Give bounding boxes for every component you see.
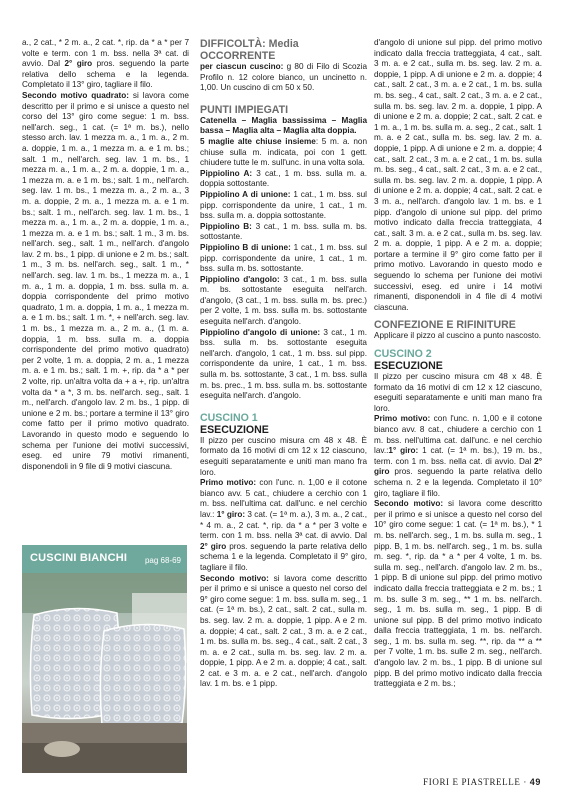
cushion-1-continuation: d'angolo di unione sul pipp. del primo motivo indicato dalla freccia tratteggiata, 4 cat., salt. 3 m. a. e 2 cat., sulla m. bs. seg. lav. 2 m. a. doppie, 1 pipp. A di unione e 2 m. a. doppie; 4 cat., salt. 2 cat., 3 m. a. e 2 cat., 1 m. bs. sulla m. bs. seg., 4 cat., salt. 2 cat., 3 m. a. e 2 cat., sulla m. bs. seg. lav. 2 m. a. doppie, 1 pipp. A di unione e 2 m. a. doppie; 2 cat., salt. 2 cat. e 1 m. a., 1 m. bs. sulla m. a. seg., 2 cat., salt. 1 m. a. e 2 cat., sulla m. bs. seg. lav. 2 m. a. doppie, 1 pipp. A di unione e 2 m. a. doppie; 4 cat., salt. 2 cat., 3 m. a. e 2 cat., 1 m. bs. sulla m. bs. seg., 4 cat., salt. 2 cat., 3 m. a. e 2 cat., sulla m. bs. seg. lav. 2 m. a. doppie, 1 pipp. A di unione e 2 m. a. doppie; 4 cat., salt. 2 cat. e 3 m. a., nell'arch. d'angolo lav. 1 m. bs. e 1 pipp. d'angolo di unione sul pipp. del primo motivo indicato dalla freccia tratteggiata, 4 cat., salt. 3 m. a. e 2 cat., sulla m. bs. seg. lav. 2 m. a. doppie, 1 pipp. A e 2 m. a. doppie; portare a termine il 9° giro come fatto per il primo motivo. Lavorando in questo modo e seguendo lo schema per l'unione dei motivi successivi, eseg. ed unire i 14 motivi rimanenti, disponendoli in 4 file di 4 motivi ciascuna.	[374, 38, 542, 312]
stitches-list: Catenella – Maglia bassissima – Maglia bassa – Maglia alta – Maglia alta doppia.	[200, 115, 367, 136]
stitch-5-maglie: 5 maglie alte chiuse insieme: 5 m. a. non chiuse sulla m. indicata, poi con 1 gett. chiudere tutte le m. sull'unc. in una volta sola.	[200, 136, 367, 168]
stitches-title: PUNTI IMPIEGATI	[200, 103, 289, 116]
difficulty-title: DIFFICOLTÀ: Media	[200, 38, 299, 50]
column-2	[200, 38, 367, 690]
magazine-name: FIORI E PIASTRELLE	[423, 777, 521, 787]
right-cushion	[100, 624, 185, 728]
materials-title: OCCORRENTE	[200, 50, 276, 62]
execution-1-title: ESECUZIONE	[200, 423, 269, 436]
execution-2-title: ESECUZIONE	[374, 360, 443, 373]
column-3	[374, 38, 542, 690]
stitch-pippiolino-angolo-unione: Pippiolino d'angolo di unione: 3 cat., 1 m. bss. sulla m. bs. sottostante eseguita nell'arch. d'angolo, 1 cat., 1 m. bss. sul pipp. corrispondente da unire, 1 cat., 1 m. bss. sulla m. bs. sottostante, 3 cat., 1 m. bss. sulla m. bs. prec., 1 m. bss. sulla m. bs. sottostante eseguita nell'arch. d'angolo.	[200, 327, 367, 401]
stitch-pippiolino-angolo: Pippiolino d'angolo: 3 cat., 1 m. bss. sulla m. bs. sottostante eseguita nell'arch. d'angolo, (3 cat., 1 m. bss. sulla m. bs. prec.) per 2 volte, 1 m. bss. sulla m. bs. sottostante eseguita nell'arch. d'angolo.	[200, 274, 367, 327]
section-title: CUSCINI BIANCHI	[30, 552, 128, 564]
stitch-pippiolino-a-unione: Pippiolino A di unione: 1 cat., 1 m. bss. sul pipp. corrispondente da unire, 1 cat., 1 m. bss. sulla m. a. doppia sottostante.	[200, 189, 367, 221]
column-1	[22, 38, 189, 472]
cushion-1-intro: Il pizzo per cuscino misura cm 48 x 48. È formato da 16 motivi di cm 12 x 12 ciascuno, eseguiti separatamente e uniti man mano fra loro.	[200, 435, 367, 477]
materials-text: per ciascun cuscino: g 80 di Filo di Scozia Profilo n. 12 colore bianco, un uncinetto n. 1,00. Un cuscino di cm 50 x 50.	[200, 62, 368, 93]
footer-separator: ·	[523, 777, 527, 787]
page-footer	[423, 777, 541, 787]
cushion-1-second-motif: Secondo motivo: si lavora come descritto per il primo e si unisce a questo nel corso del 9° giro come segue: 1 m. bss. sulla m. seg., 1 cat. (= 1ª m. bs.), 2 cat., salt. 2 cat., sulla m. bs. seg. lav. 2 m. a. doppie, 1 pipp. A e 2 m. a. doppie; 4 cat., salt. 2 cat., 3 m. a. e 2 cat., 1 m. bs. sulla m. bs. seg., 4 cat., salt. 2 cat., 3 m. a. e 2 cat., sulla m. bs. seg. lav. 2 m. a. doppie, 1 pipp. A e 2 m. a. doppie; 4 cat., salt. 2 cat. e 3 m. a. e 2 cat., nell'arch. d'angolo lav. 1 m. bs. e 1 pipp.	[200, 573, 367, 689]
stitch-pippiolino-a: Pippiolino A: 3 cat., 1 m. bss. sulla m. a. doppia sottostante.	[200, 168, 367, 189]
cushion-1-first-motif: Primo motivo: con l'unc. n. 1,00 e il cotone bianco avv. 5 cat., chiudere a cerchio con 1 m. bss. nell'ultima cat. dall'unc. e nel cerchio lav.: 1° giro: 3 cat. (= 1ª m. a.), 3 m. a., 2 cat., * 4 m. a., 2 cat. *, rip. da * a * per 3 volte e term. con 1 m. bss. nella 3ª cat. di avvio. Dal 2° giro pros. seguendo la parte relativa dello schema 1 e la legenda. Completato il 9° giro, tagliare il filo.	[200, 478, 367, 572]
cushion-2-first-motif: Primo motivo: con l'unc. n. 1,00 e il cotone bianco avv. 8 cat., chiudere a cerchio con 1 m. bss. nell'ultima cat. dall'unc. e nel cerchio lav.:1° giro: 1 cat. (= 1ª m. bs.), 19 m. bs., term. con 1 m. bss. nella cat. di avvio. Dal 2° giro pros. seguendo la parte relativa dello schema n. 2 e la legenda. Completato il 10° giro, tagliare il filo.	[374, 414, 543, 498]
section-header-box	[22, 545, 187, 573]
cushion-2-title: CUSCINO 2	[374, 348, 432, 361]
finishing-text: Applicare il pizzo al cuscino a punto nascosto.	[374, 331, 542, 341]
paragraph-intro: a., 2 cat., * 2 m. a., 2 cat. *, rip. da * a * per 7 volte e term. con 1 m. bss. nella 3ª cat. di avvio. Dal 2° giro pros. seguendo la parte relativa dello schema e la legenda. Completato il 13° giro, tagliare il filo.	[22, 38, 189, 90]
finishing-title: CONFEZIONE E RIFINITURE	[374, 319, 516, 332]
page-number: 49	[529, 777, 541, 787]
cushions-photo	[22, 573, 187, 773]
cushion-2-second-motif: Secondo motivo: si lavora come descritto per il primo e si unisce a questo nel corso del 10° giro come segue: 1 cat. (= 1ª m. bs.), * 1 m. bs. nell'arch. seg., 1 m. bs. sulla m. seg., 1 pipp. B, 1 m. bs. nell'arch. seg., 1 m. bs. sulla m. seg. *, rip. da * a * per 4 volte, 1 m. bs. sulla m. seg., nell'arch. d'angolo lav. 2 m. bs., 1 pipp. B di unione sul pipp. del primo motivo indicato dalla freccia tratteggiata e 2 m. bs.; 1 m. bs. sulle 3 m. seg., ** 1 m. bs. nell'arch. seg., 1 m. bs. sulla m. seg., 1 pipp. B di unione sul pipp. B del primo motivo indicato dalla freccia tratteggiata, 1 m. bs. nell'arch. seg., 1 m. bs. sulla m. seg. **, rip. da ** a ** per 7 volte, 1 m. bs. sulle 2 m. seg., nell'arch. d'angolo lav. 2 m. bs., 1 pipp. B di unione sul pipp. B del primo motivo indicato dalla freccia tratteggiata e 2 m. bs.;	[374, 499, 542, 689]
stitch-pippiolino-b: Pippiolino B: 3 cat., 1 m. bss. sulla m. bs. sottostante.	[200, 221, 367, 242]
page-reference: pag 68-69	[144, 556, 181, 565]
cushion-1-title: CUSCINO 1	[200, 411, 258, 424]
paragraph-second-motif: Secondo motivo quadrato: si lavora come descritto per il primo e si unisce a questo nel corso del 13° giro come segue: 1 m. bss. nell'arch. seg., 1 cat. (= 1ª m. bs.), nello stesso arch. lav. 1 mezza m. a., 1 m. a., 2 m. a. doppie, 1 m. a., 1 mezza m. a. e 1 m. bs.; salt. 1 m., nell'arch. seg. lav. 1 m. bs., 1 mezza m. a., 1 m. a., 2 m. a. doppie, 1 m. a., 1 mezza m. a. e 1 m. bs.; salt. 1 m., nell'arch. seg. lav. 1 m. bs., 1 mezza m. a., 2 m. a., 3 m. a. doppie, 2 m. a., 1 mezza m. a. e 1 m. bs.; salt. 1 m., nell'arch. seg. lav. 1 m. bs., 1 mezza m. a., 1 m. a., 2 m. a. doppie, 1 m. a., 1 mezza m. a. e 1 m. bs.; salt. 1 m., 3 m. bs. nell'arch. seg., salt. 1 m., nell'arch. d'angolo lav. 2 m. bs., 1 pipp. di unione e 2 m. bs.; salt. 1 m., 3 m. bs. nell'arch. seg., salt. 1 m., * nell'arch. seg. lav. 1 m. bs., 1 mezza m. a., 1 m. a., 1 m. a. doppia, 1 m. bss. sulla m. a. doppia corrispondente del primo motivo quadrato, 1 m. a. doppia, 1 m. a., 1 mezza m. a. e 1 m. bs.; salt. 1 m. *, + nell'arch. seg. lav. 1 m. bs., 1 mezza m. a., 2 m. a., (1 m. a. doppia, 1 m. bss. sulla m. a. doppia corrispondente del primo motivo quadrato) per 2 volte, 1 m. a. doppia, 2 m. a., 1 mezza m. a. e 1 m. bs.; salt. 1 m. +, rip. da * a * per 2 volte, rip. un'altra volta da + a +, rip. un'altra volta da * a *, 3 m. bs. nell'arch. seg., salt. 1 m., nell'arch. d'angolo lav. 2 m. bs., 1 pipp. di unione e 2 m. bs.; portare a termine il 13° giro come fatto per il primo motivo quadrato. Lavorando in questo modo e seguendo lo schema per l'unione dei motivi successivi, eseg. ed unire 79 motivi rimanenti, disponendoli in 9 file di 9 motivi ciascuna.	[22, 90, 189, 471]
stitch-pippiolino-b-unione: Pippiolino B di unione: 1 cat., 1 m. bss. sul pipp. corrispondente da unire, 1 cat., 1 m. bss. sulla m. bs. sottostante.	[200, 242, 367, 274]
cushion-2-intro: Il pizzo per cuscino misura cm 48 x 48. È formato da 16 motivi di cm 12 x 12 ciascuno, eseguiti separatamente e uniti man mano fra loro.	[374, 372, 542, 413]
